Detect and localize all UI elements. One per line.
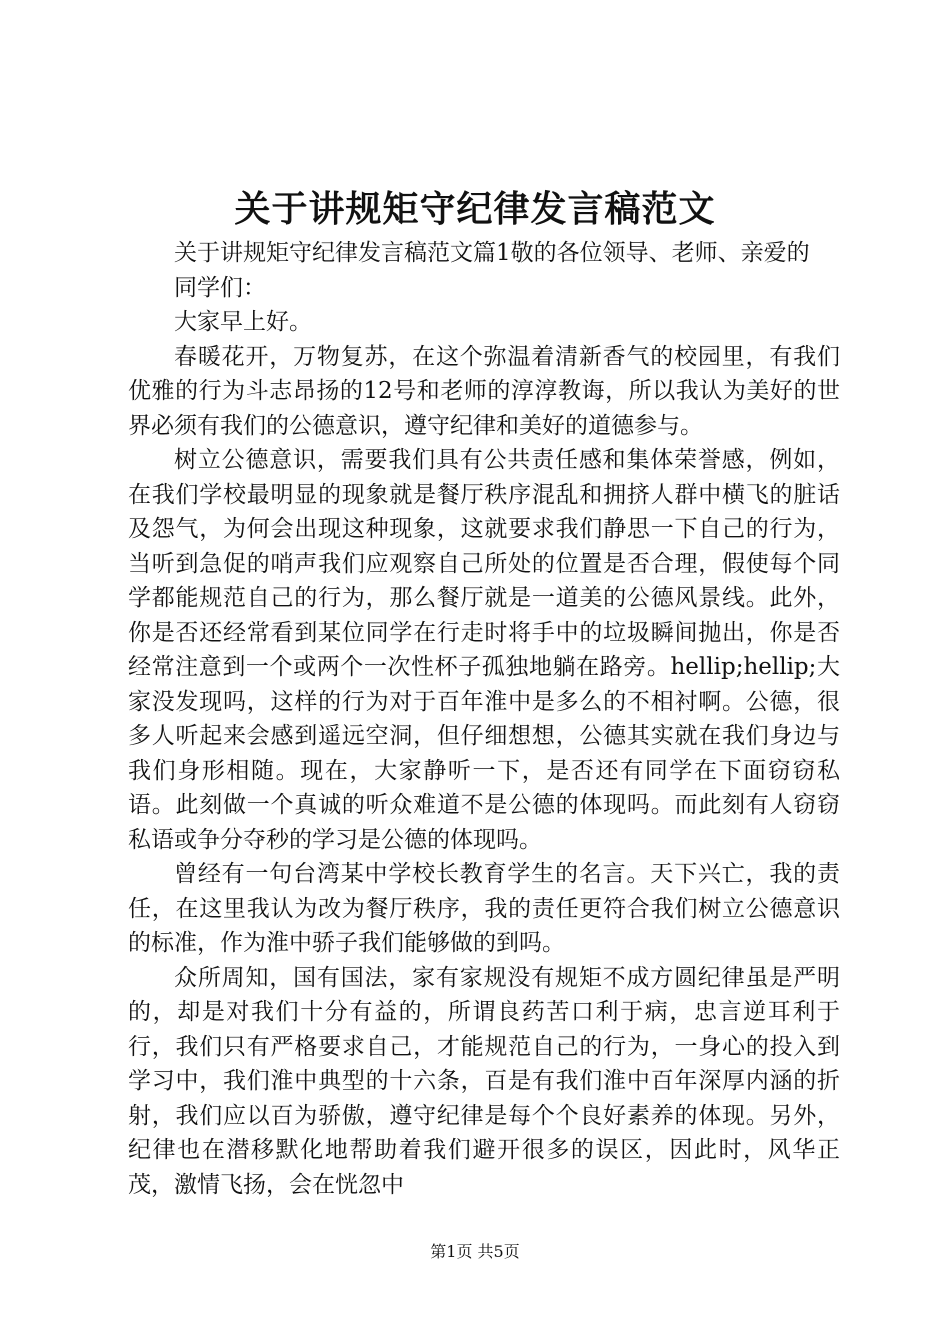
paragraph-greeting-students: 同学们： <box>174 274 266 301</box>
paragraph-spring: 春暖花开，万物复苏，在这个弥温着清新香气的校园里，有我们优雅的行为斗志昂扬的12号和老师的淳淳教诲，所以我认为美好的世界必须有我们的公德意识，遵守纪律和美好的道德参与。 <box>128 343 840 439</box>
paragraph-discipline: 众所周知，国有国法，家有家规没有规矩不成方圆纪律虽是严明的，却是对我们十分有益的，所谓良药苦口利于病，忠言逆耳利于行，我们只有严格要求自己，才能规范自己的行为，一身心的投入到学习中，我们淮中典型的十六条，百是有我们淮中百年深厚内涵的折射，我们应以百为骄傲，遵守纪律是每个个良好素养的体现。另外，纪律也在潜移默化地帮助着我们避开很多的误区，因此时，风华正茂，激情飞扬，会在恍忽中 <box>128 964 840 1198</box>
paragraph-quote: 曾经有一句台湾某中学校长教育学生的名言。天下兴亡，我的责任，在这里我认为改为餐厅秩序，我的责任更符合我们树立公德意识的标准，作为淮中骄子我们能够做的到吗。 <box>128 861 840 956</box>
document-body <box>128 236 840 1202</box>
paragraph-intro: 关于讲规矩守纪律发言稿范文篇1敬的各位领导、老师、亲爱的 <box>174 240 810 266</box>
paragraph-public-morality: 树立公德意识，需要我们具有公共责任感和集体荣誉感，例如，在我们学校最明显的现象就是餐厅秩序混乱和拥挤人群中横飞的脏话及怨气，为何会出现这种现象，这就要求我们静思一下自己的行为，当听到急促的哨声我们应观察自己所处的位置是否合理，假使每个同学都能规范自己的行为，那么餐厅就是一道美的公德风景线。此外，你是否还经常看到某位同学在行走时将手中的垃圾瞬间抛出，你是否经常注意到一个或两个一次性杯子孤独地躺在路旁。hellip;hellip;大家没发现吗，这样的行为对于百年淮中是多么的不相衬啊。公德，很多人听起来会感到遥远空洞，但仔细想想，公德其实就在我们身边与我们身形相随。现在，大家静听一下，是否还有同学在下面窃窃私语。此刻做一个真诚的听众难道不是公德的体现吗。而此刻有人窃窃私语或争分夺秒的学习是公德的体现吗。 <box>128 447 840 853</box>
page-number-footer: 第1页 共5页 <box>430 1242 520 1261</box>
document-title: 关于讲规矩守纪律发言稿范文 <box>234 188 716 230</box>
paragraph-good-morning: 大家早上好。 <box>174 309 312 335</box>
